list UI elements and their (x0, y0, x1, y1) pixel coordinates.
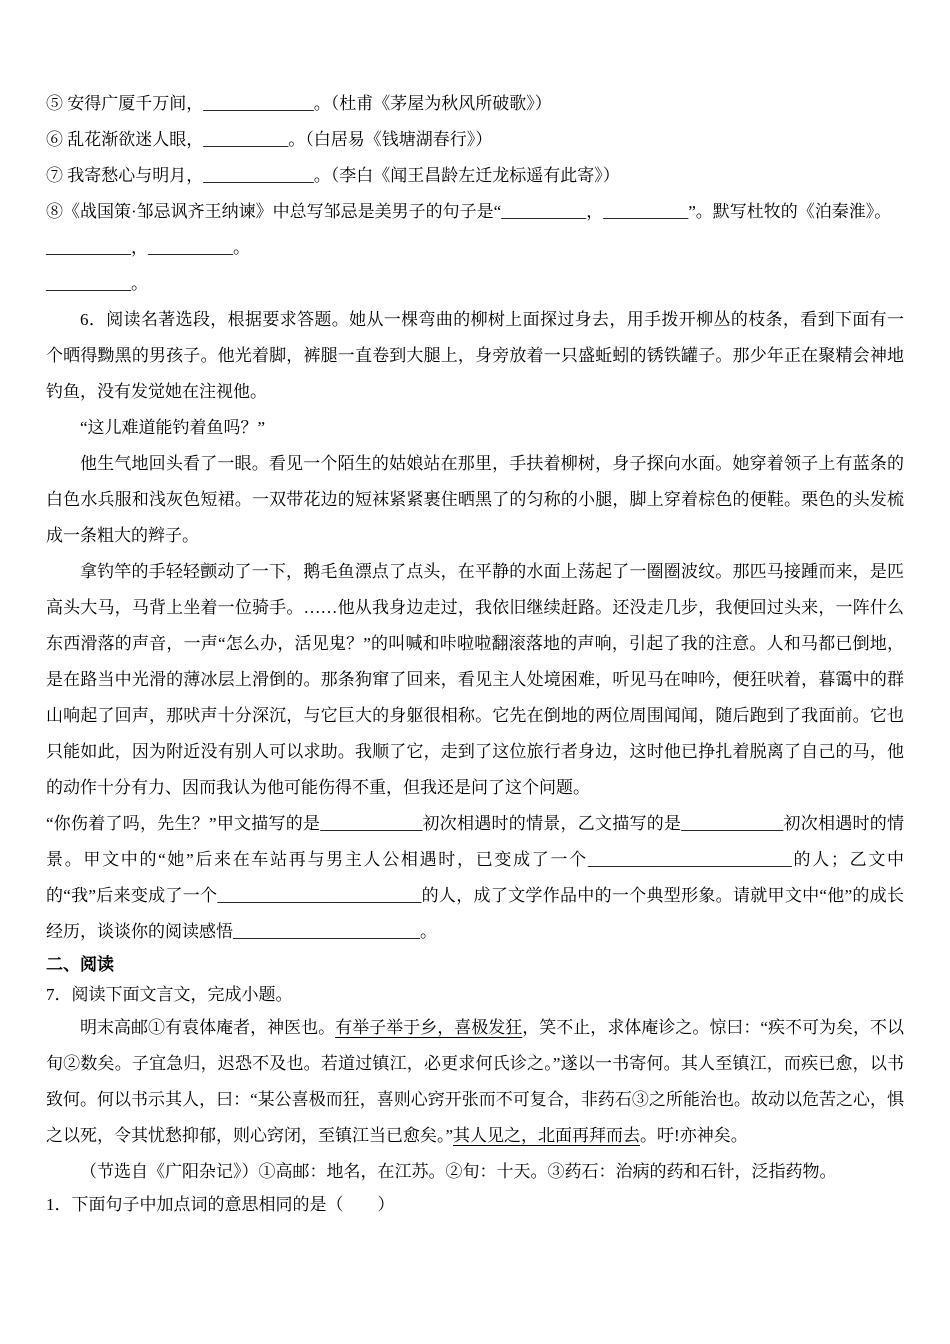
answer-blank: _____________ (203, 166, 314, 185)
document-body (46, 86, 904, 1220)
classical-passage (46, 1010, 904, 1154)
text-run: “这儿难道能钓着鱼吗？” (80, 418, 266, 437)
text-run: 初次相遇时的情景。甲文中的“她”后来在车站再与男主人公相遇时，已变成了一个 (46, 814, 905, 869)
question-6-tasks (46, 806, 904, 950)
text-run: ⑤ 安得广厦千万间， (46, 94, 204, 113)
text-run: 。（杜甫《茅屋为秋风所破歌》） (313, 94, 552, 113)
text-run: 7．阅读下面文言文，完成小题。 (46, 985, 293, 1004)
poetry-line-6 (46, 122, 904, 158)
text-run: “你伤着了吗，先生？”甲文描写的是 (46, 814, 321, 833)
text-run: 6．阅读名著选段，根据要求答题。她从一棵弯曲的柳树上面探过身去，用手拨开柳丛的枝条，看到下面有一个晒得黝黑的男孩子。他光着脚，裤腿一直卷到大腿上，身旁放着一只盛蚯蚓的锈铁罐子。那少年正在聚精会神地钓鱼，没有发觉她在注视他。 (46, 310, 904, 401)
text-run: 。 (233, 238, 250, 257)
answer-blank: _____________ (203, 94, 314, 113)
text-run: 。 (131, 274, 148, 293)
text-run: 初次相遇时的情景，乙文描写的是 (422, 814, 682, 833)
text-run: ⑦ 我寄愁心与明月， (46, 166, 204, 185)
poetry-line-7 (46, 158, 904, 194)
text-run: 。 (420, 922, 437, 941)
underlined-text: 其人见之，北面再拜而去 (453, 1126, 641, 1145)
text-run: 拿钓竿的手轻轻颤动了一下，鹅毛鱼漂点了点头，在平静的水面上荡起了一圈圈波纹。那匹马接踵而来，是匹高头大马，马背上坐着一位骑手。……他从我身边走过，我依旧继续赶路。还没走几步，我便回过头来，一阵什么东西滑落的声音，一声“怎么办，活见鬼？”的叫喊和咔啦啦翻滚落地的声响，引起了我的注意。人和马都已倒地，是在路当中光滑的薄冰层上滑倒的。那条狗窜了回来，看见主人处境困难，听见马在呻吟，便狂吠着，暮霭中的群山响起了回声，那吠声十分深沉，与它巨大的身躯很相称。它先在倒地的两位周围闻闻，随后跑到了我面前。它也只能如此，因为附近没有别人可以求助。我顺了它，走到了这位旅行者身边，这时他已挣扎着脱离了自己的马，他的动作十分有力、因而我认为他可能伤得不重，但我还是问了这个问题。 (46, 562, 904, 797)
answer-blank: ________________________ (217, 886, 422, 905)
answer-blank: ________________________ (587, 850, 792, 869)
text-run: 1．下面句子中加点词的意思相同的是（ ） (46, 1195, 395, 1214)
passage-paragraph-jiawen (46, 446, 904, 554)
answer-blank: __________ (203, 130, 289, 149)
text-run: ”。默写杜牧的《泊秦淮》。 (688, 202, 892, 221)
answer-blank: ____________ (320, 814, 423, 833)
answer-blank: __________ (46, 238, 131, 257)
text-run: 二、阅读 (46, 955, 114, 974)
sub-question-1 (46, 1190, 904, 1220)
underlined-text: 有举子举于乡，喜极发狂 (335, 1018, 523, 1037)
poetry-line-5 (46, 86, 904, 122)
blank-line-2 (46, 266, 904, 302)
question-6-intro (46, 302, 904, 410)
answer-blank: __________ (603, 202, 689, 221)
text-run: 他生气地回头看了一眼。看见一个陌生的姑娘站在那里，手扶着柳树，身子探向水面。她穿着领子上有蓝条的白色水兵服和浅灰色短裙。一双带花边的短袜紧紧裹住晒黑了的匀称的小腿，脚上穿着棕色的便鞋。栗色的头发梳成一条粗大的辫子。 (46, 454, 904, 545)
section-heading-reading (46, 950, 904, 980)
text-run: ， (586, 202, 604, 221)
text-run: 。（白居易《钱塘湖春行》） (288, 130, 493, 149)
question-7-intro (46, 980, 904, 1010)
answer-blank: __________ (501, 202, 587, 221)
answer-blank: __________ (46, 274, 131, 293)
text-run: ，笑不止，求体庵诊之。惊曰：“疾不可为矣，不以旬②数矣。子宜急归，迟恐不及也。若道过镇江，必更求何氏诊之。”遂以一书寄何。其人至镇江，而疾已愈，以书致何。何以书示其人，曰：“某公喜极而狂，喜则心窍开张而不可复合，非药石③之所能治也。故动以危苦之心，惧之以死，令其忧愁抑郁，则心窍闭，至镇江当已愈矣。” (46, 1018, 905, 1145)
answer-blank: __________ (148, 238, 233, 257)
text-run: ， (131, 238, 148, 257)
source-and-notes (46, 1154, 904, 1190)
text-run: ⑧《战国策·邹忌讽齐王纳谏》中总写邹忌是美男子的句子是“ (46, 202, 502, 221)
text-run: 的人，成了文学作品中的一个典型形象。请就甲文中“他”的成长经历，谈谈你的阅读感悟 (46, 886, 904, 941)
poetry-line-8 (46, 194, 904, 230)
answer-blank: ____________ (681, 814, 784, 833)
passage-paragraph-yiwen (46, 554, 904, 806)
text-run: ⑥ 乱花渐欲迷人眼， (46, 130, 204, 149)
blank-line-1 (46, 230, 904, 266)
text-run: 。（李白《闻王昌龄左迁龙标遥有此寄》） (313, 166, 620, 185)
answer-blank: ______________________ (233, 922, 420, 941)
text-run: （节选自《广阳杂记》）①高邮：地名，在江苏。②旬：十天。③药石：治病的药和石针，泛指药物。 (80, 1162, 837, 1181)
text-run: 的人；乙文中的“我”后来变成了一个 (46, 850, 905, 905)
passage-dialogue (46, 410, 904, 446)
text-run: 。吁!亦神矣。 (640, 1126, 748, 1145)
text-run: 明末高邮①有袁体庵者，神医也。 (80, 1018, 336, 1037)
